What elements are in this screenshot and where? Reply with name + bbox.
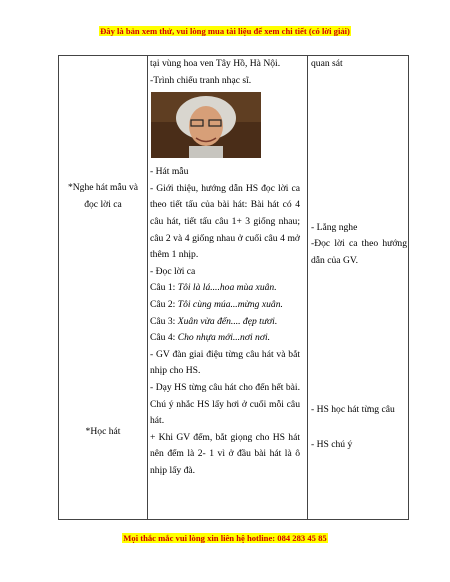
bottom-banner: [0, 533, 450, 543]
activity-learn: *Học hát: [85, 426, 121, 438]
lyric-line-4: Câu 4: Cho nhựa mới...nơi nơi.: [150, 332, 271, 344]
activity-listen-line1: *Nghe hát mẫu và: [67, 182, 139, 193]
composer-portrait-image: [151, 92, 261, 158]
listen-line1: - Hát mẫu: [150, 166, 189, 178]
student-read: -Đọc lời ca theo hướng dẫn của GV.: [311, 238, 407, 266]
lyric-line-1: Câu 1: Tôi là lá....hoa mùa xuân.: [150, 282, 277, 294]
listen-line3: - Đọc lời ca: [150, 265, 196, 277]
student-top: quan sát: [311, 58, 343, 69]
student-column: [311, 56, 407, 454]
teacher-column: [150, 56, 300, 479]
student-learn: - HS học hát từng câu: [311, 404, 395, 416]
lesson-table: [58, 55, 409, 520]
intro-line2: -Trình chiếu tranh nhạc sĩ.: [150, 74, 252, 86]
learn-line1: - GV đàn giai điệu từng câu hát và bắt nhịp cho HS.: [150, 348, 300, 377]
lyric-line-2: Câu 2: Tôi cùng múa...mừng xuân.: [150, 298, 283, 310]
student-listen: - Lắng nghe: [311, 221, 358, 233]
learn-line3: + Khi GV đếm, bắt giọng cho HS hát nên đếm là 2- 1 vì ở đầu bài hát là ô nhịp lấy đà.: [150, 431, 300, 476]
intro-line1: tại vùng hoa ven Tây Hồ, Hà Nội.: [150, 58, 281, 69]
learn-line2: - Dạy HS từng câu hát cho đến hết bài. Chú ý nhắc HS lấy hơi ở cuối mỗi câu hát.: [150, 381, 300, 427]
table-divider-2: [307, 56, 308, 519]
lyric-line-3: Câu 3: Xuân vừa đến.... đẹp tươi.: [150, 315, 278, 327]
activity-listen-line2: đọc lời ca: [84, 198, 122, 210]
listen-line2: - Giới thiệu, hướng dẫn HS đọc lời ca theo tiết tấu của bài hát: Bài hát có 4 câu hát, tiết tấu câu 1+ 3 giống nhau; câu 2 và 4 giống nhau ở cuối câu 4 mở thêm 1 nhịp.: [150, 182, 300, 261]
activity-column: [59, 56, 147, 441]
top-banner-text: Đây là bản xem thử, vui lòng mua tài liệu để xem chi tiết (có lời giải): [100, 26, 350, 36]
top-banner: [0, 26, 450, 36]
student-attention: - HS chú ý: [311, 438, 353, 450]
table-divider-1: [147, 56, 148, 519]
bottom-banner-text: Mọi thắc mắc vui lòng xin liên hệ hotline: 084 283 45 85: [123, 533, 327, 543]
composer-photo: [151, 92, 261, 158]
